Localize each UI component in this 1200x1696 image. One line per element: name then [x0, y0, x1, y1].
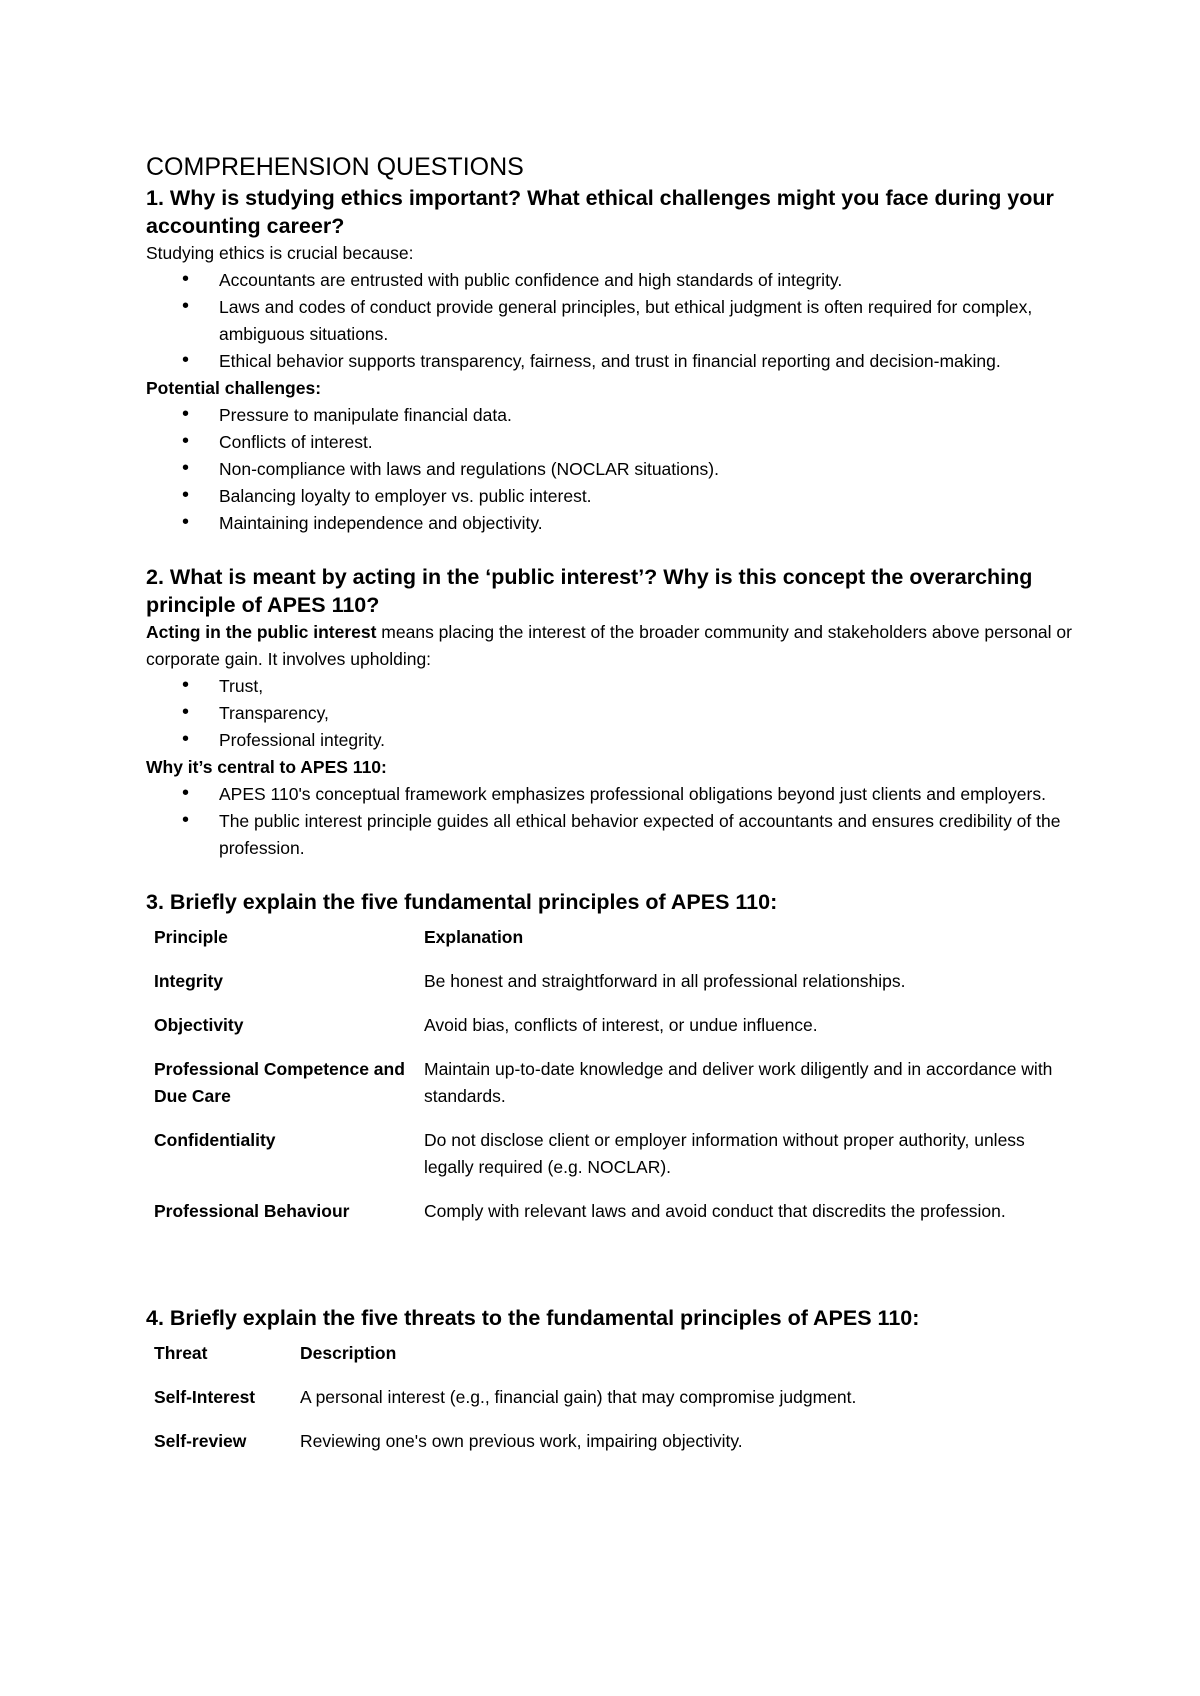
central-label: Why it’s central to APES 110: [146, 757, 387, 777]
list-item: • Conflicts of interest. [219, 429, 1076, 456]
definition-text: means placing the interest of the broader community and stakeholders above personal or corporate gain. It involves upholding: [146, 622, 1072, 669]
principle-name: Professional Competence and Due Care [154, 1059, 405, 1106]
question-1-challenges-list [146, 402, 1076, 537]
document-title: COMPREHENSION QUESTIONS [146, 153, 524, 181]
list-item: • APES 110's conceptual framework emphasizes professional obligations beyond just clients and employers. [219, 781, 1076, 808]
column-header-explanation: Explanation [424, 927, 524, 947]
question-4 [146, 1304, 1076, 1472]
question-1-reasons-list [146, 267, 1076, 375]
question-2-central-list [146, 781, 1076, 862]
list-item: • Pressure to manipulate financial data. [219, 402, 1076, 429]
table-row [146, 1012, 1072, 1056]
question-1 [146, 184, 1076, 537]
list-item: • Accountants are entrusted with public confidence and high standards of integrity. [219, 267, 1076, 294]
principle-name: Objectivity [154, 1015, 244, 1035]
threat-name: Self-Interest [154, 1387, 256, 1407]
question-3 [146, 888, 1076, 1242]
list-item: • Balancing loyalty to employer vs. public interest. [219, 483, 1076, 510]
table-header-row [146, 1340, 1068, 1384]
list-item: • The public interest principle guides all ethical behavior expected of accountants and ensures credibility of the profession. [219, 808, 1076, 862]
challenges-label: Potential challenges: [146, 378, 322, 398]
principle-explanation: Do not disclose client or employer information without proper authority, unless legally required (e.g. NOCLAR). [424, 1130, 1025, 1177]
table-header-row [146, 924, 1072, 968]
list-item: • Laws and codes of conduct provide general principles, but ethical judgment is often required for complex, ambiguous situations. [219, 294, 1076, 348]
question-2-upholding-list [146, 673, 1076, 754]
list-item: • Non-compliance with laws and regulations (NOCLAR situations). [219, 456, 1076, 483]
threats-table [146, 1340, 1068, 1472]
list-item: • Maintaining independence and objectivity. [219, 510, 1076, 537]
list-item: • Professional integrity. [219, 727, 1076, 754]
table-row [146, 1384, 1068, 1428]
question-1-intro: Studying ethics is crucial because: [146, 243, 414, 263]
column-header-principle: Principle [154, 927, 228, 947]
table-row [146, 1127, 1072, 1198]
principle-explanation: Be honest and straightforward in all professional relationships. [424, 971, 906, 991]
question-2-heading: 2. What is meant by acting in the ‘public interest’? Why is this concept the overarching principle of APES 110? [146, 565, 1033, 617]
column-header-description: Description [300, 1343, 397, 1363]
principle-name: Confidentiality [154, 1130, 276, 1150]
principle-explanation: Maintain up-to-date knowledge and deliver work diligently and in accordance with standards. [424, 1059, 1053, 1106]
definition-term: Acting in the public interest [146, 622, 377, 642]
table-row [146, 968, 1072, 1012]
list-item: • Transparency, [219, 700, 1076, 727]
table-row [146, 1056, 1072, 1127]
column-header-threat: Threat [154, 1343, 208, 1363]
list-item: • Trust, [219, 673, 1076, 700]
question-3-heading: 3. Briefly explain the five fundamental principles of APES 110: [146, 890, 778, 914]
principle-name: Integrity [154, 971, 224, 991]
question-1-heading: 1. Why is studying ethics important? What ethical challenges might you face during your accounting career? [146, 186, 1054, 238]
principle-explanation: Comply with relevant laws and avoid conduct that discredits the profession. [424, 1201, 1006, 1221]
principle-explanation: Avoid bias, conflicts of interest, or undue influence. [424, 1015, 818, 1035]
principles-table [146, 924, 1072, 1242]
question-4-heading: 4. Briefly explain the five threats to the fundamental principles of APES 110: [146, 1306, 920, 1330]
threat-description: Reviewing one's own previous work, impairing objectivity. [300, 1431, 743, 1451]
principle-name: Professional Behaviour [154, 1201, 350, 1221]
public-interest-definition [146, 619, 1076, 673]
list-item: • Ethical behavior supports transparency, fairness, and trust in financial reporting and decision-making. [219, 348, 1076, 375]
question-2 [146, 563, 1076, 862]
table-row [146, 1198, 1072, 1242]
table-row [146, 1428, 1068, 1472]
threat-name: Self-review [154, 1431, 247, 1451]
document-content [146, 150, 1076, 1472]
threat-description: A personal interest (e.g., financial gain) that may compromise judgment. [300, 1387, 857, 1407]
